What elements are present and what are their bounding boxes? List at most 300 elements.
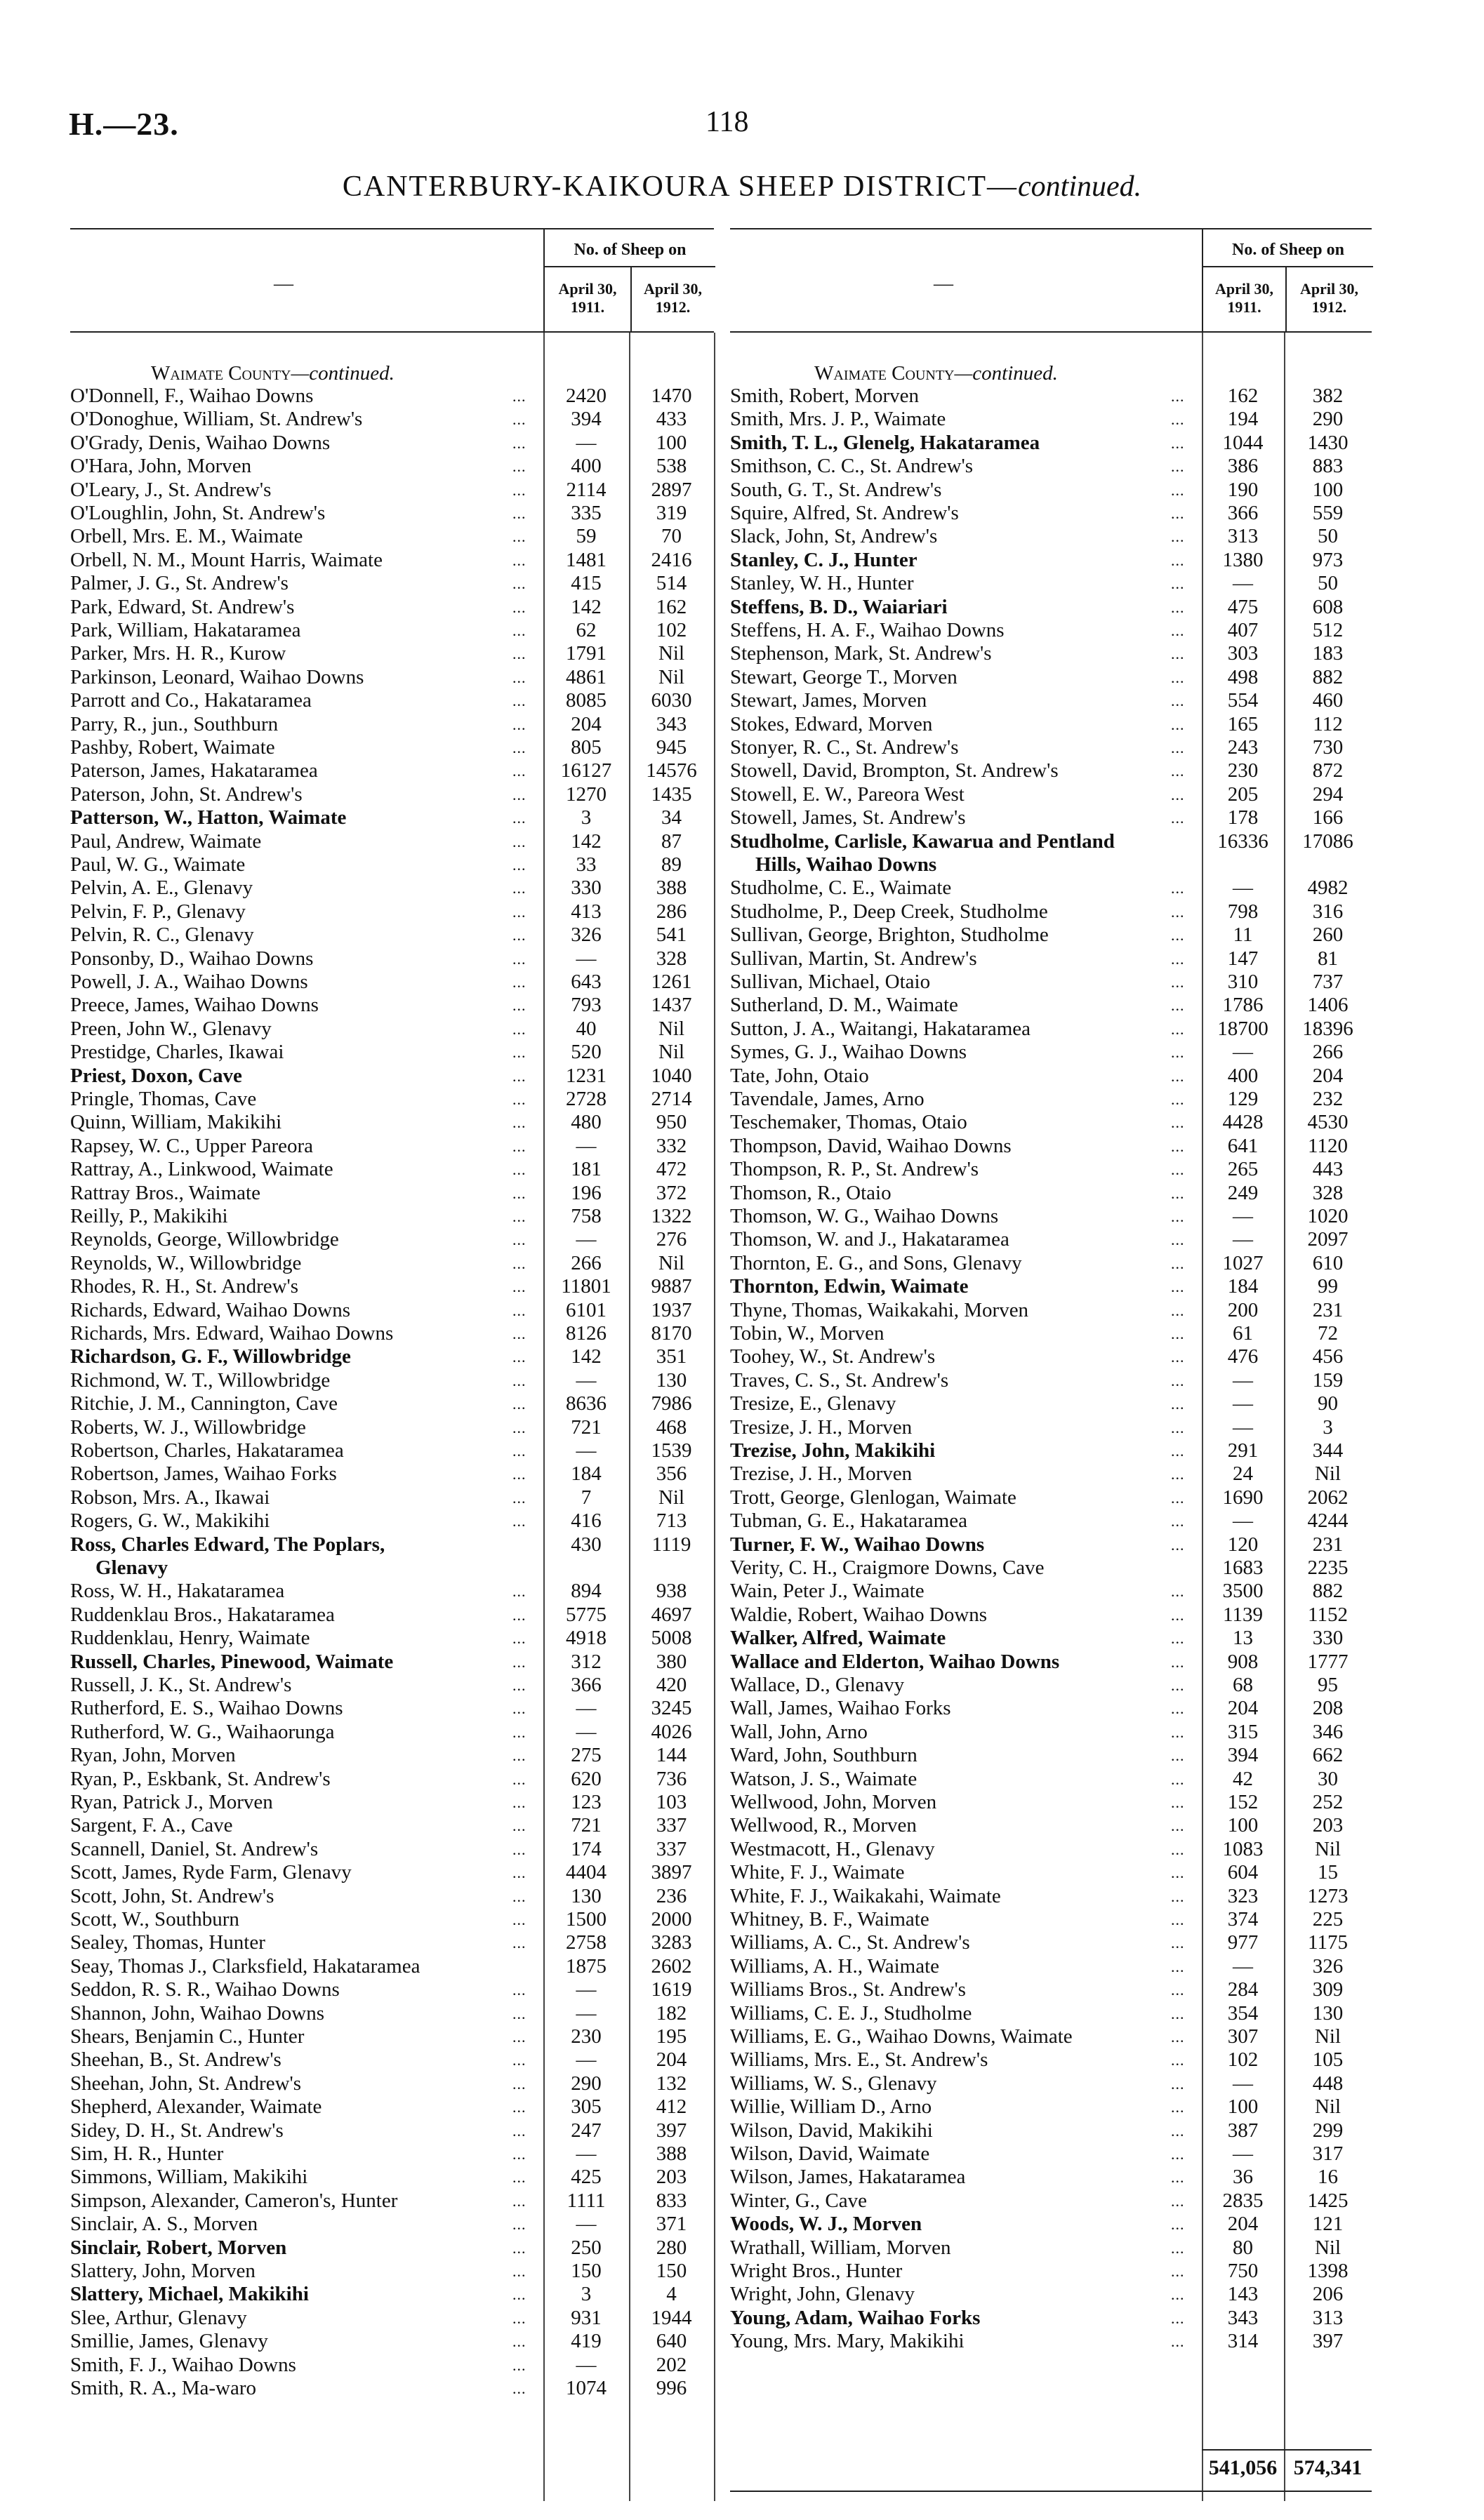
sheep-1912: 317 (1312, 2142, 1344, 2165)
sheep-1912: 332 (656, 1134, 687, 1157)
owner-name: Trezise, John, Makikihi (730, 1439, 936, 1462)
sheep-1912: 512 (1312, 619, 1344, 641)
sheep-1912: 346 (1312, 1720, 1344, 1743)
table-row (70, 1228, 714, 1251)
sheep-1912: 1619 (651, 1978, 692, 2001)
sheep-1912: 232 (1312, 1088, 1344, 1110)
table-row (70, 1088, 714, 1111)
owner-name: Russell, J. K., St. Andrew's (70, 1674, 292, 1696)
sheep-1912: Nil (1314, 2095, 1341, 2119)
leader-dots: ... (512, 1465, 526, 1484)
sheep-1912: 50 (1318, 525, 1338, 548)
sheep-1912: 343 (656, 712, 687, 735)
leader-dots: ... (1171, 1676, 1185, 1694)
sheep-1912: 328 (1312, 1181, 1344, 1204)
sheep-1912: 326 (1312, 1954, 1344, 1978)
owner-name: Parker, Mrs. H. R., Kurow (70, 642, 286, 665)
table-row (730, 549, 1372, 572)
leader-dots: ... (512, 1981, 526, 1999)
sheep-1912: 100 (656, 431, 687, 454)
owner-name: Wilson, David, Waimate (730, 2142, 930, 2165)
table-row (70, 2236, 714, 2260)
table-row (730, 1697, 1372, 1720)
sheep-1911: 152 (1227, 1791, 1259, 1813)
leader-dots: ... (1171, 1957, 1185, 1975)
sheep-1912: 1435 (651, 782, 692, 806)
owner-name: Thomson, R., Otaio (730, 1181, 892, 1204)
owner-name: Stanley, C. J., Hunter (730, 548, 917, 571)
leader-dots: ... (1171, 1606, 1185, 1624)
sheep-1911: 266 (571, 1251, 602, 1274)
table-row (70, 1791, 714, 1814)
leader-dots: ... (1171, 1465, 1185, 1484)
leader-dots: ... (512, 1254, 526, 1272)
table-row (70, 1462, 714, 1486)
table-row (70, 1416, 714, 1439)
sheep-1911: 1139 (1223, 1603, 1263, 1626)
leader-dots: ... (512, 879, 526, 898)
table-row (730, 596, 1372, 619)
leader-dots: ... (512, 692, 526, 710)
table-row (730, 2025, 1372, 2048)
owner-name: Woods, W. J., Morven (730, 2213, 922, 2236)
owner-name: Rutherford, E. S., Waihao Downs (70, 1697, 343, 1720)
owner-name: Watson, J. S., Waimate (730, 1767, 917, 1790)
table-row (730, 1088, 1372, 1111)
owner-name: Patterson, W., Hatton, Waimate (70, 806, 347, 829)
owner-name: O'Donoghue, William, St. Andrew's (70, 408, 363, 431)
table-row (730, 1158, 1372, 1181)
sheep-1912: 456 (1312, 1345, 1344, 1368)
owner-name: Williams Bros., St. Andrew's (730, 1978, 966, 2001)
owner-name: Robertson, Charles, Hakataramea (70, 1439, 344, 1462)
col-1911-header: April 30, 1911. (558, 280, 617, 316)
county-name: Waimate County (814, 362, 955, 385)
table-row (70, 2283, 714, 2306)
sheep-1911: 798 (1227, 900, 1259, 923)
owner-name: Thornton, E. G., and Sons, Glenavy (730, 1251, 1022, 1274)
owner-name: Studholme, C. E., Waimate (730, 876, 952, 900)
sheep-1911: 1111 (567, 2189, 606, 2212)
table-row (730, 876, 1372, 900)
owner-name: Tresize, E., Glenavy (730, 1392, 896, 1415)
sheep-1911: 13 (1233, 1627, 1253, 1650)
table-row (70, 1533, 714, 1556)
owner-name: Turner, F. W., Waihao Downs (730, 1533, 985, 1556)
table-row (730, 1955, 1372, 1978)
sheep-1912: 1425 (1307, 2189, 1349, 2212)
sheep-1911: — (576, 2048, 597, 2072)
owner-name: Scott, James, Ryde Farm, Glenavy (70, 1861, 352, 1884)
sheep-1911: 641 (1227, 1134, 1259, 1157)
sheep-1912: 1398 (1307, 2260, 1349, 2282)
sheep-1912: 388 (656, 2142, 687, 2165)
sheep-1912: 50 (1318, 572, 1338, 595)
table-row (730, 759, 1372, 782)
sheep-1912: 433 (656, 408, 687, 431)
sheep-1911: — (576, 2353, 597, 2376)
column-rule (714, 333, 715, 2501)
table-row (730, 619, 1372, 642)
sheep-1912: 2000 (651, 1908, 692, 1931)
leader-dots: ... (1171, 2262, 1185, 2280)
sheep-1912: 448 (1312, 2072, 1344, 2095)
sheep-1912: 30 (1318, 1767, 1338, 1790)
sheep-1911: 230 (571, 2025, 602, 2048)
leader-dots: ... (512, 785, 526, 804)
sheep-1911: 5775 (566, 1603, 607, 1626)
sheep-1912: 309 (1312, 1978, 1344, 2001)
sheep-1911: 908 (1227, 1650, 1259, 1673)
leader-dots: ... (512, 387, 526, 405)
sheep-1911: 425 (571, 2166, 602, 2189)
owner-name: Rogers, G. W., Makikihi (70, 1509, 270, 1533)
sheep-1911: 184 (571, 1462, 602, 1486)
county-heading (151, 362, 395, 385)
table-row (730, 947, 1372, 971)
sheep-1911: 204 (1227, 1697, 1259, 1720)
sheep-1911: 520 (571, 1041, 602, 1064)
sheep-1911: 4861 (566, 665, 607, 688)
owner-name: Trott, George, Glenlogan, Waimate (730, 1486, 1016, 1509)
leader-dots: ... (512, 528, 526, 546)
sheep-1912: 2235 (1307, 1556, 1349, 1579)
table-row (70, 455, 714, 478)
leader-dots: ... (1171, 1114, 1185, 1132)
owner-name: Tubman, G. E., Hakataramea (730, 1509, 967, 1533)
leader-dots: ... (512, 2098, 526, 2116)
sheep-1912: 1273 (1307, 1884, 1349, 1907)
table-row (70, 1509, 714, 1533)
sheep-1911: 194 (1227, 408, 1259, 431)
sheep-1912: 1040 (651, 1064, 692, 1087)
owner-name: Young, Adam, Waihao Forks (730, 2306, 981, 2329)
owner-name: Thompson, David, Waihao Downs (730, 1134, 1012, 1157)
leader-dots: ... (1171, 1348, 1185, 1366)
name-column-dash: — (934, 273, 953, 295)
table-row (70, 1768, 714, 1791)
table-row (70, 1604, 714, 1627)
sheep-1912: 90 (1318, 1392, 1338, 1415)
owner-name: Ponsonby, D., Waihao Downs (70, 947, 314, 970)
table-row (70, 1651, 714, 1674)
table-row (730, 1627, 1372, 1650)
table-row (730, 1885, 1372, 1908)
owner-name: Williams, W. S., Glenavy (730, 2072, 937, 2095)
sheep-1911: 2835 (1222, 2189, 1264, 2212)
table-row (70, 1580, 714, 1603)
leader-dots: ... (1171, 458, 1185, 476)
sheep-1911: 335 (571, 502, 602, 524)
table-row (730, 1908, 1372, 1931)
owner-name: Tate, John, Otaio (730, 1064, 869, 1087)
sheep-1911: 6101 (566, 1298, 607, 1321)
owner-name: Ryan, Patrick J., Morven (70, 1791, 273, 1813)
owner-name: Sheehan, John, St. Andrew's (70, 2072, 302, 2095)
owner-name: Stonyer, R. C., St. Andrew's (730, 736, 959, 759)
leader-dots: ... (512, 2309, 526, 2327)
sheep-1912: 18396 (1302, 1017, 1353, 1040)
sheep-1911: 100 (1227, 2095, 1259, 2119)
leader-dots: ... (1171, 1395, 1185, 1413)
table-row (730, 2119, 1372, 2142)
leader-dots: ... (512, 1747, 526, 1765)
leader-dots: ... (1171, 2121, 1185, 2140)
leader-dots: ... (512, 1325, 526, 1342)
owner-name: Richmond, W. T., Willowbridge (70, 1368, 331, 1392)
owner-name: Steffens, B. D., Waiariari (730, 595, 948, 618)
sheep-1911: 894 (571, 1580, 602, 1603)
sheep-1911: — (576, 2142, 597, 2165)
owner-name: Sidey, D. H., St. Andrew's (70, 2119, 284, 2142)
table-row (70, 1135, 714, 1158)
sheep-1912: 730 (1312, 736, 1344, 759)
table-row (70, 1111, 714, 1134)
leader-dots: ... (1171, 1091, 1185, 1108)
sheep-1912: 412 (656, 2095, 687, 2119)
leader-dots: ... (512, 1794, 526, 1811)
sheep-1912: 2416 (651, 548, 692, 571)
table-row (730, 2213, 1372, 2236)
owner-name: Wright Bros., Hunter (730, 2260, 903, 2282)
table-row (70, 1439, 714, 1462)
leader-dots: ... (1171, 785, 1185, 804)
sheep-1912: 713 (656, 1509, 687, 1533)
leader-dots: ... (512, 856, 526, 874)
sheep-1911: 314 (1227, 2330, 1259, 2353)
sheep-1912: 182 (656, 2001, 687, 2025)
sheep-1912: 3 (1323, 1415, 1333, 1439)
leader-dots: ... (1171, 1161, 1185, 1179)
sheep-1912: 883 (1312, 455, 1344, 478)
table-row (730, 408, 1372, 431)
owner-name: Sim, H. R., Hunter (70, 2142, 224, 2165)
leader-dots: ... (1171, 1700, 1185, 1718)
owner-name: Shepherd, Alexander, Waimate (70, 2095, 322, 2119)
leader-dots: ... (1171, 1278, 1185, 1296)
owner-name: Sinclair, A. S., Morven (70, 2213, 258, 2236)
sheep-1912: 468 (656, 1415, 687, 1439)
sheep-1912: Nil (1314, 2025, 1341, 2048)
owner-name: Parkinson, Leonard, Waihao Downs (70, 665, 364, 688)
leader-dots: ... (1171, 1887, 1185, 1905)
sheep-1911: 11801 (561, 1275, 611, 1298)
sheep-1911: 1791 (566, 642, 607, 665)
owner-name: Whitney, B. F., Waimate (730, 1908, 929, 1931)
sheep-1912: 7986 (651, 1392, 692, 1415)
sheep-1912: 81 (1318, 947, 1338, 970)
sheep-1912: 397 (656, 2119, 687, 2142)
sheep-1911: 498 (1227, 665, 1259, 688)
table-row (70, 2142, 714, 2166)
sheep-1912: 945 (656, 736, 687, 759)
table-row (70, 619, 714, 642)
sheep-1912: 344 (1312, 1439, 1344, 1462)
title-continued: continued. (1018, 171, 1142, 203)
sheep-1911: — (1233, 1954, 1253, 1978)
owner-name: Walker, Alfred, Waimate (730, 1627, 946, 1650)
owner-name: Wright, John, Glenavy (730, 2283, 915, 2306)
sheep-1911: 1270 (566, 782, 607, 806)
leader-dots: ... (1171, 2239, 1185, 2257)
sheep-1912: 996 (656, 2377, 687, 2399)
sheep-1912: 87 (661, 829, 682, 853)
sheep-1911: 284 (1227, 1978, 1259, 2001)
owner-name: O'Donnell, F., Waihao Downs (70, 385, 314, 407)
sheep-1911: 721 (571, 1415, 602, 1439)
header-divider (1203, 266, 1373, 267)
sheep-1911: 387 (1227, 2119, 1259, 2142)
sheep-1911: 40 (576, 1017, 597, 1040)
owner-name: Quinn, William, Makikihi (70, 1111, 282, 1134)
leader-dots: ... (1171, 481, 1185, 499)
sheep-1912: Nil (658, 642, 685, 665)
table-row (730, 1228, 1372, 1251)
sheep-1912: 882 (1312, 665, 1344, 688)
sheep-1912: Nil (658, 1041, 685, 1064)
sheep-1912: 328 (656, 947, 687, 970)
leader-dots: ... (512, 1723, 526, 1741)
sheep-1912: 1020 (1307, 1205, 1349, 1227)
sheep-1912: 276 (656, 1228, 687, 1251)
sheep-1912: Nil (658, 1486, 685, 1509)
sheep-1911: 11 (1233, 924, 1253, 947)
table-row (730, 900, 1372, 924)
sheep-1911: 2420 (566, 385, 607, 407)
leader-dots: ... (1171, 2074, 1185, 2093)
sheep-1912: 4982 (1307, 876, 1349, 900)
sheep-1912: 203 (1312, 1814, 1344, 1837)
sheep-1911: 4428 (1222, 1111, 1264, 1134)
table-row (70, 853, 714, 876)
sheep-1911: 2114 (566, 478, 607, 501)
owner-name: Winter, G., Cave (730, 2189, 867, 2212)
sheep-1911: 4918 (566, 1627, 607, 1650)
table-row (730, 1018, 1372, 1041)
leader-dots: ... (512, 411, 526, 429)
table-row (70, 1931, 714, 1954)
sheep-1911: 196 (571, 1181, 602, 1204)
table-row (70, 385, 714, 408)
sheep-1912: 204 (656, 2048, 687, 2072)
sheep-1912: 294 (1312, 782, 1344, 806)
owner-name: Scannell, Daniel, St. Andrew's (70, 1837, 319, 1860)
owner-name: Scott, W., Southburn (70, 1908, 239, 1931)
sheep-1911: 16127 (560, 759, 612, 782)
owner-name: Ross, W. H., Hakataramea (70, 1580, 285, 1603)
sheep-1912: 14576 (646, 759, 697, 782)
table-row (70, 1018, 714, 1041)
sheep-count-header (1202, 229, 1373, 331)
table-row (70, 2189, 714, 2213)
sheep-1912: 1261 (651, 971, 692, 993)
sheep-1911: 1481 (566, 548, 607, 571)
leader-dots: ... (512, 1301, 526, 1319)
sheep-1911: 4404 (566, 1861, 607, 1884)
table-row (730, 1744, 1372, 1767)
sheep-1912: Nil (658, 1251, 685, 1274)
leader-dots: ... (1171, 1653, 1185, 1671)
leader-dots: ... (1171, 387, 1185, 405)
leader-dots: ... (1171, 739, 1185, 756)
owner-name: Ryan, John, Morven (70, 1744, 236, 1767)
sheep-1911: 1683 (1222, 1556, 1264, 1579)
owner-name: Robson, Mrs. A., Ikawai (70, 1486, 270, 1509)
table-row (70, 2307, 714, 2330)
owner-name: Studholme, P., Deep Creek, Studholme (730, 900, 1048, 923)
leader-dots: ... (1171, 949, 1185, 968)
owner-name: Rhodes, R. H., St. Andrew's (70, 1275, 299, 1298)
table-row (70, 2260, 714, 2283)
table-row (70, 1838, 714, 1861)
sheep-1912: 872 (1312, 759, 1344, 782)
left-column-header (70, 228, 714, 333)
table-row (730, 2002, 1372, 2025)
sheep-1911: 750 (1227, 2260, 1259, 2282)
leader-dots: ... (1171, 1254, 1185, 1272)
leader-dots: ... (512, 2145, 526, 2163)
leader-dots: ... (512, 1418, 526, 1436)
leader-dots: ... (512, 575, 526, 593)
table-row (70, 1486, 714, 1509)
leader-dots: ... (512, 832, 526, 851)
sheep-1912: 132 (656, 2072, 687, 2095)
sheep-1912: 231 (1312, 1533, 1344, 1556)
sheep-1911: — (1233, 2072, 1253, 2095)
owner-name: Glenavy (95, 1556, 168, 1579)
sheep-1911: 307 (1227, 2025, 1259, 2048)
table-row (730, 1509, 1372, 1533)
table-row (730, 2189, 1372, 2213)
sheep-1911: — (576, 1697, 597, 1720)
owner-name: Palmer, J. G., St. Andrew's (70, 572, 289, 595)
sheep-1911: 178 (1227, 806, 1259, 829)
sheep-1911: 1690 (1222, 1486, 1264, 1509)
leader-dots: ... (512, 2380, 526, 2397)
table-row (730, 1604, 1372, 1627)
leader-dots: ... (512, 1278, 526, 1296)
table-row (70, 1345, 714, 1368)
sheep-1911: 3500 (1222, 1580, 1264, 1603)
leader-dots: ... (1171, 1184, 1185, 1202)
sheep-1912: 105 (1312, 2048, 1344, 2072)
table-row (70, 408, 714, 431)
sheep-1911: 400 (571, 455, 602, 478)
sheep-1912: 290 (1312, 408, 1344, 431)
owner-name: Richards, Mrs. Edward, Waihao Downs (70, 1322, 394, 1345)
table-row (730, 1369, 1372, 1392)
owner-name: Toohey, W., St. Andrew's (730, 1345, 936, 1368)
table-row (70, 759, 714, 782)
owner-name: Stewart, James, Morven (730, 689, 927, 712)
sheep-1911: 721 (571, 1814, 602, 1837)
table-row (730, 1392, 1372, 1415)
leader-dots: ... (1171, 2168, 1185, 2187)
leader-dots: ... (512, 1208, 526, 1225)
document-code: H.—23. (69, 106, 179, 142)
sheep-1911: 312 (571, 1650, 602, 1673)
table-row (730, 2260, 1372, 2283)
leader-dots: ... (1171, 2004, 1185, 2022)
table-row (730, 783, 1372, 806)
table-row (730, 713, 1372, 736)
table-row (70, 1627, 714, 1650)
leader-dots: ... (512, 2168, 526, 2187)
owner-name: Preece, James, Waihao Downs (70, 994, 319, 1017)
sheep-1912: 460 (1312, 689, 1344, 712)
leader-dots: ... (512, 2356, 526, 2374)
leader-dots: ... (1171, 1582, 1185, 1601)
